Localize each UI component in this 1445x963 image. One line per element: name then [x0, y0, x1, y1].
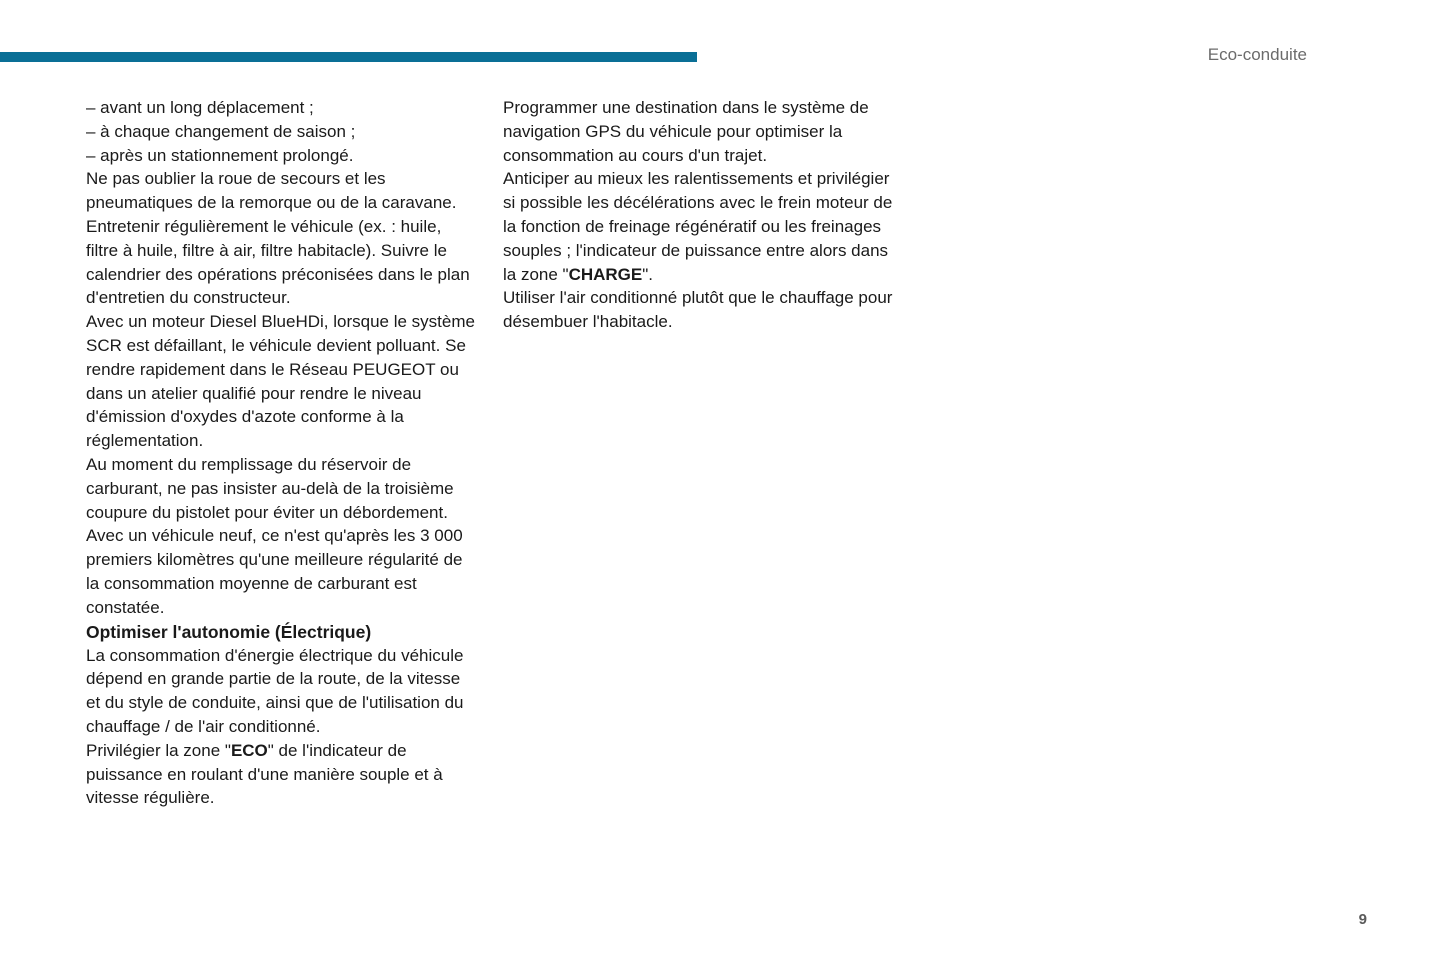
charge-text-before: Anticiper au mieux les ralentissements et privilégier si possible les décélérations avec le frein moteur de la fonction de freinage régénératif ou les freinages souples ; l'indicateur de puissance entre alors dans la zone " [503, 169, 893, 284]
left-column [86, 96, 478, 810]
paragraph-spare-tyre: Ne pas oublier la roue de secours et les pneumatiques de la remorque ou de la caravane. [86, 169, 457, 213]
heading-electric-range: Optimiser l'autonomie (Électrique) [86, 621, 372, 642]
bullet-item: – à chaque changement de saison ; [86, 121, 356, 141]
eco-text-after: " de l'indicateur de puissance en roulant d'une manière souple et à vitesse régulière. [86, 740, 443, 808]
paragraph-charge-zone [503, 167, 893, 286]
eco-text-before: Privilégier la zone " [86, 740, 231, 760]
charge-text-after: ". [642, 264, 654, 284]
bullet-item: – avant un long déplacement ; [86, 98, 314, 117]
page-number: 9 [1358, 911, 1367, 928]
charge-keyword: CHARGE [568, 264, 643, 284]
section-title: Eco-conduite [1207, 45, 1307, 64]
paragraph-eco-zone [86, 739, 478, 810]
paragraph-refuelling: Au moment du remplissage du réservoir de carburant, ne pas insister au-delà de la troisième coupure du pistolet pour éviter un débordement. [86, 454, 454, 522]
right-column [503, 96, 893, 334]
paragraph-demist: Utiliser l'air conditionné plutôt que le chauffage pour désembuer l'habitacle. [503, 288, 893, 332]
header-accent-bar [0, 52, 697, 62]
eco-keyword: ECO [230, 740, 268, 760]
paragraph-electric-consumption: La consommation d'énergie électrique du véhicule dépend en grande partie de la route, de la vitesse et du style de conduite, ainsi que de l'utilisation du chauffage / de l'air conditionné. [86, 645, 464, 736]
paragraph-new-vehicle: Avec un véhicule neuf, ce n'est qu'après les 3 000 premiers kilomètres qu'une meilleure régularité de la consommation moyenne de carburant est constatée. [86, 526, 463, 617]
paragraph-bluehdi: Avec un moteur Diesel BlueHDi, lorsque le système SCR est défaillant, le véhicule devient polluant. Se rendre rapidement dans le Réseau PEUGEOT ou dans un atelier qualifié pour rendre le niveau d'émission d'oxydes d'azote conforme à la réglementation. [86, 312, 475, 451]
paragraph-maintenance: Entretenir régulièrement le véhicule (ex. : huile, filtre à huile, filtre à air, filtre habitacle). Suivre le calendrier des opérations préconisées dans le plan d'entretien du constructeur. [86, 216, 470, 308]
paragraph-gps: Programmer une destination dans le système de navigation GPS du véhicule pour optimiser la consommation au cours d'un trajet. [503, 98, 869, 165]
bullet-item: – après un stationnement prolongé. [86, 145, 354, 165]
